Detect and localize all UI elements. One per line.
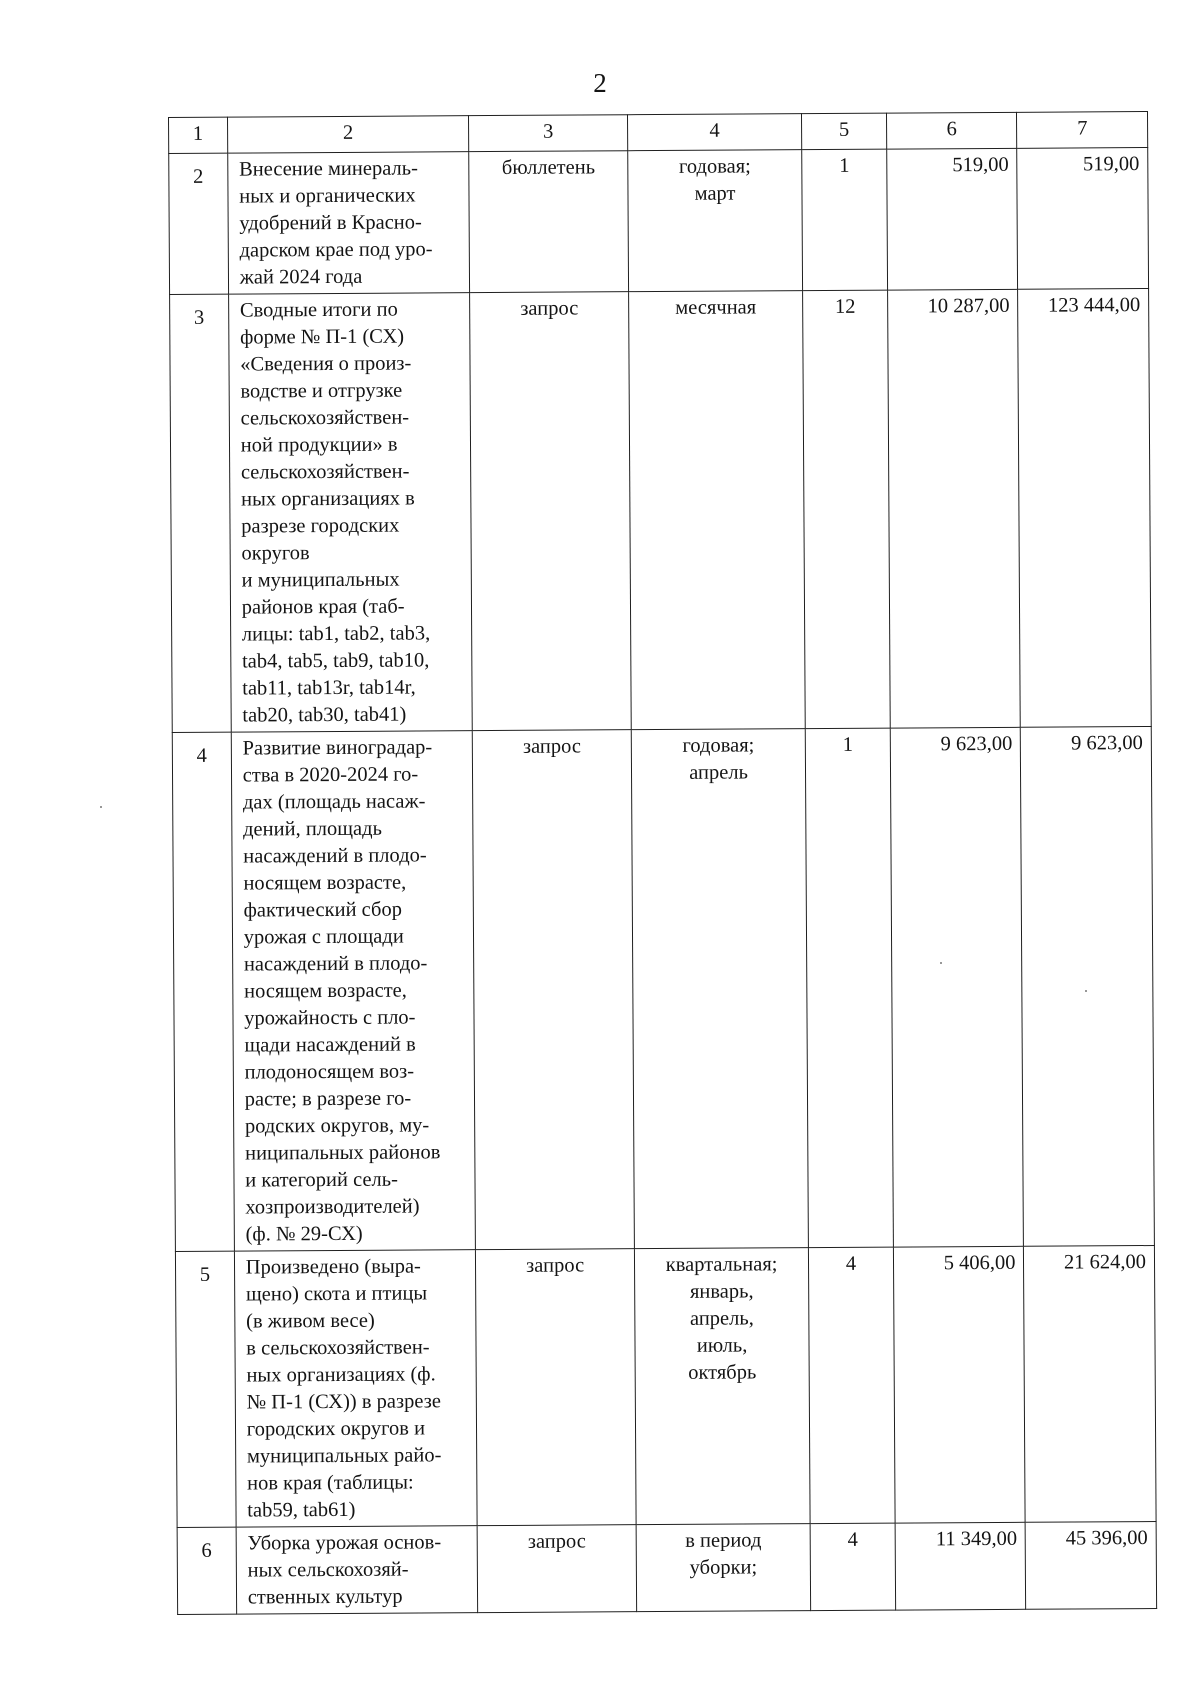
item-name: Развитие виноградар- ства в 2020-2024 го- дах (площадь насаж- дений, площадь насаждений в плодо- носящем возрасте, фактический сбор урожая с площади насаждений в плодо- носящем возрасте, урожайность с пло- щади насаждений в плодоносящем воз- расте; в разрезе го- родских округов, му- ниципальных районов и категорий сель- хозпроизводителей) (ф. № 29-СХ): [231, 731, 476, 1251]
quantity: 4: [810, 1523, 895, 1611]
publication-type: бюллетень: [469, 151, 629, 293]
total-price: 21 624,00: [1024, 1245, 1156, 1522]
quantity: 12: [803, 290, 891, 729]
unit-price: 9 623,00: [890, 727, 1024, 1247]
row-number: 4: [172, 732, 234, 1251]
quantity: 1: [805, 728, 893, 1248]
periodicity: месячная: [629, 291, 806, 730]
row-number: 6: [177, 1527, 236, 1614]
table-row: [172, 727, 1154, 1252]
unit-price: 519,00: [887, 148, 1018, 290]
row-number: 3: [170, 294, 231, 732]
page-number: 2: [593, 68, 607, 98]
publication-type: запрос: [477, 1525, 636, 1613]
scan-speck: [100, 806, 102, 808]
column-header: 1: [169, 117, 228, 153]
scan-speck: [940, 962, 942, 964]
quantity: 1: [802, 149, 888, 291]
total-price: 519,00: [1017, 148, 1148, 290]
column-header: 6: [886, 112, 1017, 149]
item-name: Уборка урожая основ- ных сельскохозяй- ственных культур: [236, 1526, 478, 1614]
row-number: 5: [175, 1251, 235, 1527]
item-name: Внесение минераль- ных и органических удобрений в Красно- дарском крае под уро- жай 2024 года: [227, 152, 469, 294]
scan-speck: [1085, 990, 1087, 992]
periodicity: в период уборки;: [636, 1524, 811, 1612]
periodicity: годовая; апрель: [631, 729, 808, 1249]
row-number: 2: [169, 153, 229, 294]
periodicity: годовая; март: [628, 150, 803, 292]
unit-price: 10 287,00: [887, 289, 1020, 728]
table-row: [170, 289, 1152, 733]
column-header: 3: [469, 115, 628, 152]
table-row: [177, 1521, 1157, 1614]
publication-type: запрос: [472, 730, 634, 1250]
column-header: 7: [1017, 112, 1148, 149]
unit-price: 11 349,00: [895, 1522, 1026, 1610]
pricing-table: [168, 111, 1157, 1615]
column-header: 4: [628, 114, 802, 151]
total-price: 9 623,00: [1021, 727, 1155, 1247]
table-header-row: [169, 112, 1148, 154]
column-header: 2: [227, 116, 469, 153]
publication-type: запрос: [476, 1249, 636, 1526]
total-price: 123 444,00: [1018, 289, 1151, 728]
periodicity: квартальная; январь, апрель, июль, октябрь: [634, 1248, 810, 1525]
publication-type: запрос: [470, 292, 631, 731]
item-name: Сводные итоги по форме № П-1 (СХ) «Сведения о произ- водстве и отгрузке сельскохозяйствен- ной продукции» в сельскохозяйствен- ных организациях в разрезе городских округов и муниципальных районов края (таб- лицы: tab1, tab2, tab3, tab4, tab5, tab9, tab10, tab11, tab13r, tab14r, tab20, tab30, tab41): [228, 293, 472, 732]
column-header: 5: [802, 113, 887, 150]
item-name: Произведено (выра- щено) скота и птицы (в живом весе) в сельскохозяйствен- ных организациях (ф. № П-1 (СХ)) в разрезе городских округов и муниципальных райо- нов края (таблицы: tab59, tab61): [234, 1250, 477, 1527]
table-row: [169, 148, 1149, 295]
table-row: [175, 1245, 1156, 1527]
unit-price: 5 406,00: [893, 1246, 1025, 1523]
total-price: 45 396,00: [1026, 1521, 1157, 1609]
quantity: 4: [808, 1247, 895, 1524]
